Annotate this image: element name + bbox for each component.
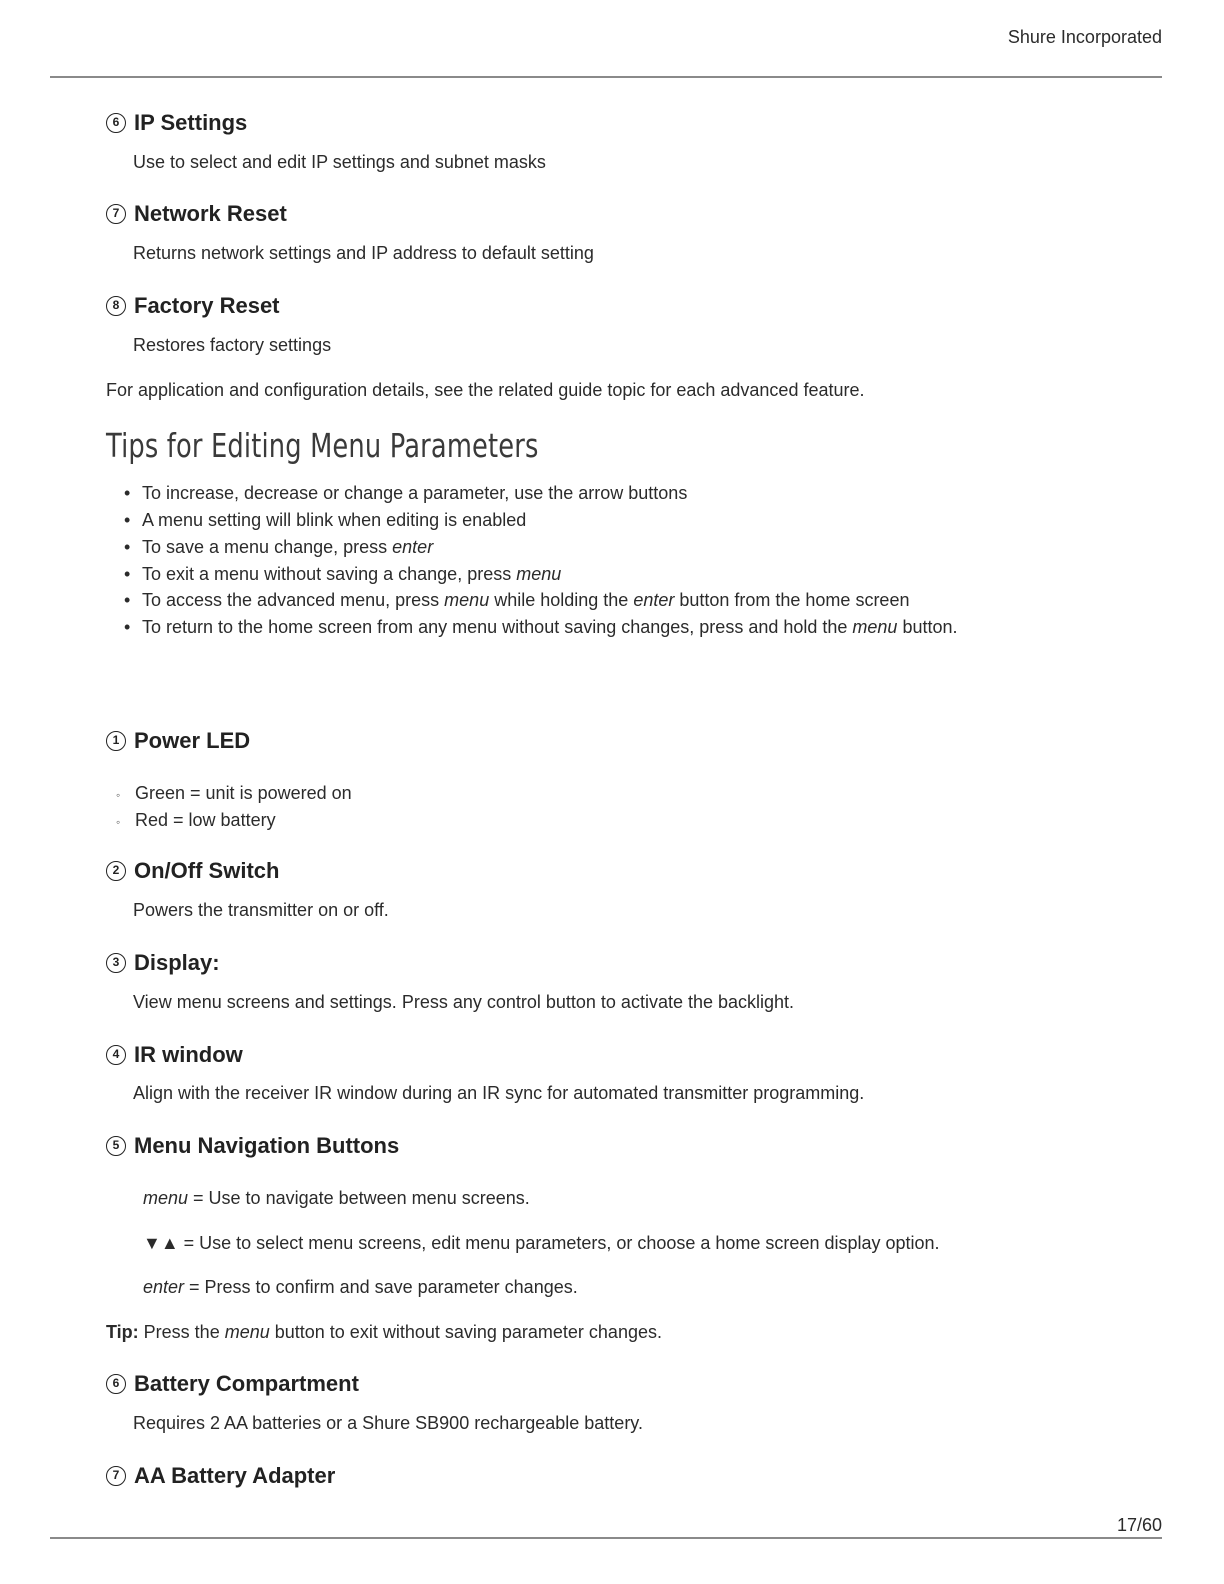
list-item-text: To increase, decrease or change a parameter, use the arrow buttons	[142, 483, 688, 503]
tips-section-title: Tips for Editing Menu Parameters	[106, 426, 539, 465]
list-item: • A menu setting will blink when editing is enabled	[124, 510, 527, 530]
callout-number: 6	[106, 113, 126, 133]
heading-power-led	[106, 728, 250, 754]
nav-arrows-text: = Use to select menu screens, edit menu parameters, or choose a home screen display option.	[178, 1233, 940, 1253]
page-number: 17/60	[1116, 1515, 1162, 1535]
callout-number: 5	[106, 1136, 126, 1156]
heading-text: On/Off Switch	[134, 858, 280, 883]
button-name-menu: menu	[143, 1188, 189, 1208]
tip-text: button to exit without saving parameter changes.	[269, 1322, 662, 1342]
heading-battery-compartment	[106, 1371, 359, 1397]
header-company: Shure Incorporated	[1007, 27, 1162, 47]
nav-enter-text: = Press to confirm and save parameter changes.	[184, 1277, 578, 1297]
list-item: • To exit a menu without saving a change, press menu	[124, 564, 562, 584]
ir-window-description: Align with the receiver IR window during an IR sync for automated transmitter programming.	[133, 1083, 865, 1103]
sub-list-item: ◦ Green = unit is powered on	[116, 783, 352, 803]
list-item: • To access the advanced menu, press menu while holding the enter button from the home screen	[124, 590, 910, 610]
heading-on-off-switch	[106, 858, 279, 884]
list-item-text: To save a menu change, press	[142, 537, 393, 557]
button-name-enter: enter	[633, 590, 675, 610]
heading-aa-battery-adapter	[106, 1463, 335, 1489]
heading-factory-reset	[106, 293, 280, 319]
heading-text: Power LED	[134, 728, 251, 753]
heading-network-reset	[106, 201, 287, 227]
callout-number: 7	[106, 1466, 126, 1486]
heading-text: AA Battery Adapter	[134, 1463, 336, 1488]
button-name-menu: menu	[444, 590, 490, 610]
list-item: • To save a menu change, press enter	[124, 537, 434, 557]
config-note: For application and configuration details, see the related guide topic for each advanced feature.	[106, 380, 865, 400]
network-reset-description: Returns network settings and IP address to default setting	[133, 243, 594, 263]
list-item-text: To exit a menu without saving a change, press	[142, 564, 517, 584]
nav-menu-button-desc	[143, 1188, 530, 1209]
button-name-menu: menu	[852, 617, 898, 637]
heading-text: Battery Compartment	[134, 1371, 359, 1396]
sub-list-item: ◦ Red = low battery	[116, 810, 276, 830]
nav-arrow-buttons-desc	[143, 1233, 940, 1254]
heading-text: Menu Navigation Buttons	[134, 1133, 400, 1158]
heading-text: Network Reset	[134, 201, 287, 226]
list-item-text: while holding the	[489, 590, 634, 610]
callout-number: 7	[106, 204, 126, 224]
button-name-menu: menu	[224, 1322, 270, 1342]
heading-display	[106, 950, 220, 976]
nav-menu-text: = Use to navigate between menu screens.	[188, 1188, 530, 1208]
tip-label: Tip:	[106, 1322, 139, 1342]
list-item: • To increase, decrease or change a parameter, use the arrow buttons	[124, 483, 688, 503]
heading-text: Display:	[134, 950, 220, 975]
heading-text: IP Settings	[134, 110, 248, 135]
header-rule	[50, 76, 1162, 78]
footer-rule	[50, 1537, 1162, 1539]
callout-number: 3	[106, 953, 126, 973]
callout-number: 4	[106, 1045, 126, 1065]
sub-list-item-text: Red = low battery	[135, 810, 276, 830]
factory-reset-description: Restores factory settings	[133, 335, 332, 355]
heading-ip-settings	[106, 110, 247, 136]
button-name-enter: enter	[143, 1277, 185, 1297]
list-item-text: To return to the home screen from any menu without saving changes, press and hold the	[142, 617, 853, 637]
button-name-enter: enter	[392, 537, 434, 557]
list-item-text: To access the advanced menu, press	[142, 590, 445, 610]
heading-menu-navigation-buttons	[106, 1133, 399, 1159]
display-description: View menu screens and settings. Press any control button to activate the backlight.	[133, 992, 795, 1012]
tip-note	[106, 1322, 662, 1343]
callout-number: 6	[106, 1374, 126, 1394]
list-item-text: button from the home screen	[674, 590, 910, 610]
heading-ir-window	[106, 1042, 243, 1068]
list-item-text: A menu setting will blink when editing is enabled	[142, 510, 527, 530]
list-item: • To return to the home screen from any menu without saving changes, press and hold the menu button.	[124, 617, 958, 637]
button-name-menu: menu	[516, 564, 562, 584]
nav-enter-button-desc	[143, 1277, 578, 1298]
list-item-text: button.	[897, 617, 958, 637]
heading-text: IR window	[134, 1042, 243, 1067]
sub-list-item-text: Green = unit is powered on	[135, 783, 352, 803]
arrow-buttons-icon: ▼▲	[143, 1233, 179, 1253]
callout-number: 1	[106, 731, 126, 751]
callout-number: 2	[106, 861, 126, 881]
ip-settings-description: Use to select and edit IP settings and subnet masks	[133, 152, 546, 172]
tip-text: Press the	[138, 1322, 225, 1342]
battery-compartment-description: Requires 2 AA batteries or a Shure SB900 rechargeable battery.	[133, 1413, 643, 1433]
on-off-switch-description: Powers the transmitter on or off.	[133, 900, 389, 920]
callout-number: 8	[106, 296, 126, 316]
heading-text: Factory Reset	[134, 293, 280, 318]
